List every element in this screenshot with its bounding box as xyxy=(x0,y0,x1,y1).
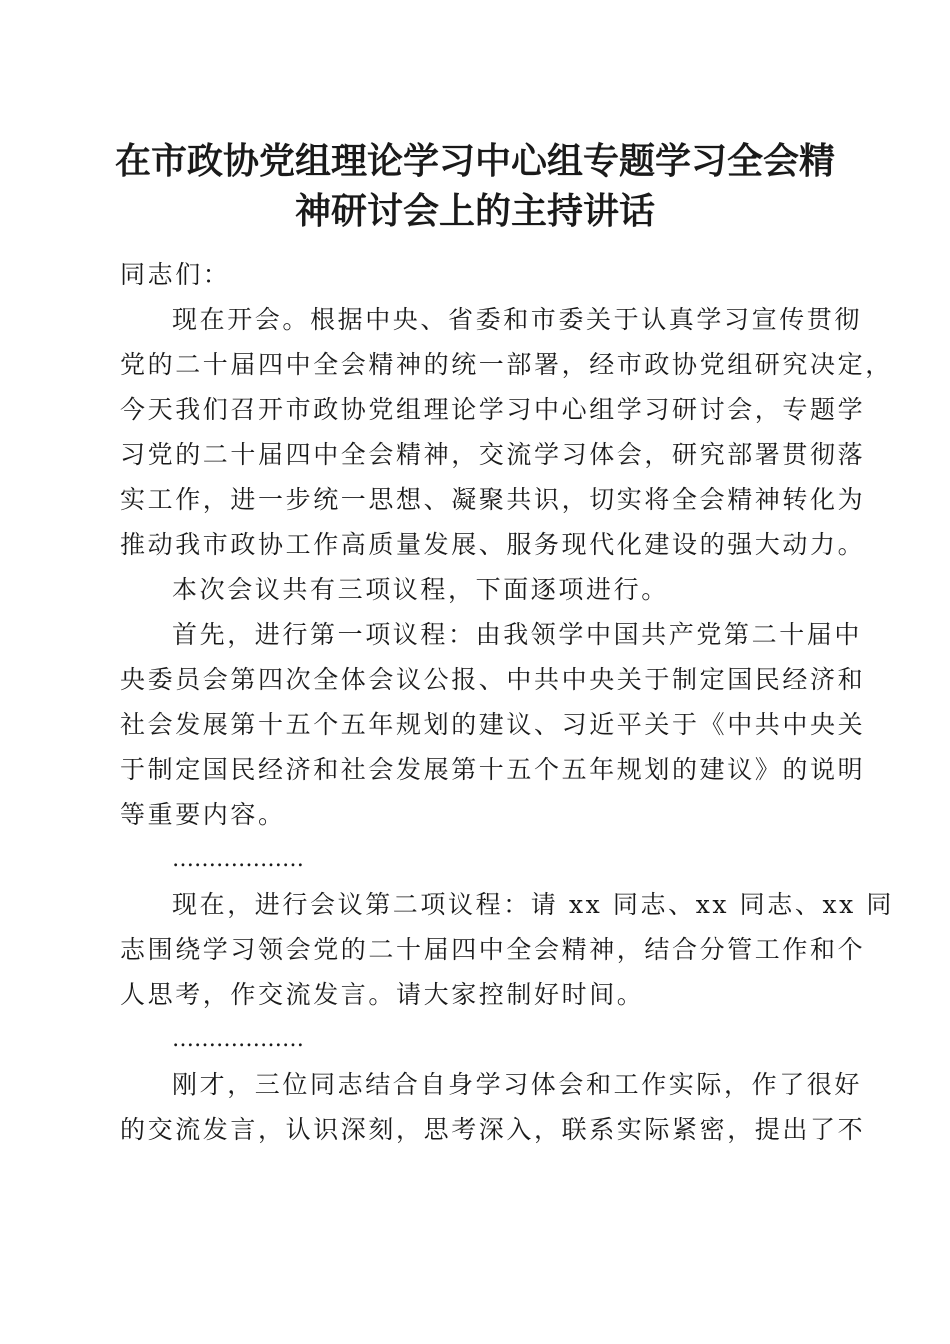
paragraph-line: 党的二十届四中全会精神的统一部署，经市政协党组研究决定， xyxy=(120,350,893,379)
paragraph-line: 现在，进行会议第二项议程：请 xx 同志、xx 同志、xx 同 xyxy=(172,890,894,919)
paragraph-line: 首先，进行第一项议程：由我领学中国共产党第二十届中 xyxy=(172,620,863,649)
document-title xyxy=(100,136,850,236)
paragraph-line: 现在开会。根据中央、省委和市委关于认真学习宣传贯彻 xyxy=(172,305,863,334)
paragraph-line: 等重要内容。 xyxy=(120,800,286,829)
paragraph-line: 推动我市政协工作高质量发展、服务现代化建设的强大动力。 xyxy=(120,530,866,559)
salutation: 同志们： xyxy=(120,260,231,289)
paragraph-line: 的交流发言，认识深刻，思考深入，联系实际紧密，提出了不 xyxy=(120,1115,866,1144)
paragraph-line: 社会发展第十五个五年规划的建议、习近平关于《中共中央关 xyxy=(120,710,866,739)
paragraph-line: 于制定国民经济和社会发展第十五个五年规划的建议》的说明 xyxy=(120,755,866,784)
paragraph-line: 央委员会第四次全体会议公报、中共中央关于制定国民经济和 xyxy=(120,665,866,694)
paragraph-agenda-intro xyxy=(120,567,832,612)
ellipsis-line: ……………… xyxy=(172,1027,304,1052)
paragraph-line: 习党的二十届四中全会精神，交流学习体会，研究部署贯彻落 xyxy=(120,440,866,469)
title-line-2: 神研讨会上的主持讲话 xyxy=(294,190,655,232)
ellipsis-separator xyxy=(120,837,832,882)
paragraph-line: 刚才，三位同志结合自身学习体会和工作实际，作了很好 xyxy=(172,1070,863,1099)
paragraph-opening xyxy=(120,297,893,567)
paragraph-summary xyxy=(120,1062,866,1152)
title-line-1: 在市政协党组理论学习中心组专题学习全会精 xyxy=(114,140,835,182)
paragraph-agenda-item-2 xyxy=(120,882,894,1017)
paragraph-line: 本次会议共有三项议程，下面逐项进行。 xyxy=(172,575,669,604)
paragraph-line: 志围绕学习领会党的二十届四中全会精神，结合分管工作和个 xyxy=(120,935,866,964)
paragraph-line: 今天我们召开市政协党组理论学习中心组学习研讨会，专题学 xyxy=(120,395,866,424)
paragraph-line: 实工作，进一步统一思想、凝聚共识，切实将全会精神转化为 xyxy=(120,485,866,514)
paragraph-line: 人思考，作交流发言。请大家控制好时间。 xyxy=(120,980,645,1009)
ellipsis-line: ……………… xyxy=(172,847,304,872)
paragraph-agenda-item-1 xyxy=(120,612,866,837)
document-body xyxy=(120,252,894,1152)
ellipsis-separator xyxy=(120,1017,832,1062)
